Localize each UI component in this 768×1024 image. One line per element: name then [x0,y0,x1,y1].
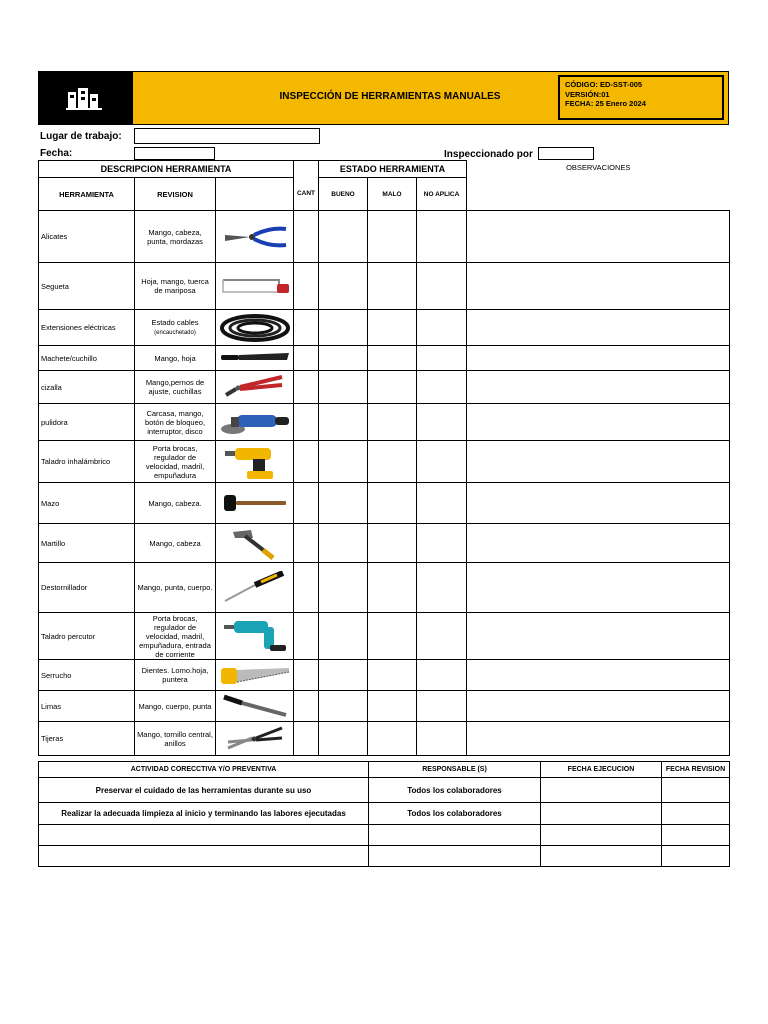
na-cell[interactable] [417,310,467,346]
qty-cell[interactable] [294,263,319,310]
observations-cell[interactable] [467,563,730,613]
observations-cell[interactable] [467,404,730,441]
tool-review: Porta brocas, regulador de velocidad, madril, empuñadura, entrada de corriente [135,613,216,660]
tool-name: cizalla [39,371,135,404]
review-date-cell[interactable] [662,778,730,803]
bad-cell[interactable] [368,371,417,404]
qty-cell[interactable] [294,660,319,691]
document-code-box [558,75,724,120]
observations-cell[interactable] [467,211,730,263]
activity-row [39,803,730,825]
responsible-cell[interactable] [369,846,541,867]
observations-cell[interactable] [467,524,730,563]
tool-name: Destornillador [39,563,135,613]
activity-row [39,778,730,803]
date-field[interactable] [134,147,215,160]
good-cell[interactable] [319,660,368,691]
bad-cell[interactable] [368,691,417,722]
company-logo-icon [66,86,104,112]
good-cell[interactable] [319,346,368,371]
good-cell[interactable] [319,211,368,263]
hammer-icon [216,524,294,563]
responsible-cell[interactable] [369,825,541,846]
review-date-cell[interactable] [662,846,730,867]
date-label: Fecha: [40,148,73,159]
na-cell[interactable] [417,483,467,524]
table-row [39,563,730,613]
machete-icon [216,346,294,371]
tool-name: Alicates [39,211,135,263]
qty-cell[interactable] [294,563,319,613]
table-row [39,524,730,563]
document-date: FECHA: 25 Enero 2024 [565,99,646,108]
table-row [39,346,730,371]
good-cell[interactable] [319,263,368,310]
tool-review: Carcasa, mango, botón de bloqueo, interruptor, disco [135,404,216,441]
na-cell[interactable] [417,660,467,691]
good-cell[interactable] [319,524,368,563]
tool-review: Mango, cabeza, punta, mordazas [135,211,216,263]
activity-cell[interactable]: Realizar la adecuada limpieza al inicio y terminando las labores ejecutadas [39,803,369,825]
col-review-header: REVISION [135,178,216,211]
qty-cell[interactable] [294,483,319,524]
hacksaw-icon [216,263,294,310]
good-cell[interactable] [319,371,368,404]
qty-cell[interactable] [294,691,319,722]
shears-icon [216,722,294,756]
mallet-icon [216,483,294,524]
na-cell[interactable] [417,346,467,371]
qty-cell[interactable] [294,211,319,263]
inspection-table [38,160,730,756]
tool-review: Mango, hoja [135,346,216,371]
tool-name: Taladro percutor [39,613,135,660]
grinder-icon [216,404,294,441]
observations-header: OBSERVACIONES [467,161,730,211]
tool-name: Limas [39,691,135,722]
qty-cell[interactable] [294,404,319,441]
group-description-header: DESCRIPCION HERRAMIENTA [39,161,294,178]
observations-cell[interactable] [467,691,730,722]
inspected-by-field[interactable] [538,147,594,160]
col-exec-date-header: FECHA EJECUCION [541,762,662,778]
tool-name: Mazo [39,483,135,524]
exec-date-cell[interactable] [541,803,662,825]
bad-cell[interactable] [368,404,417,441]
qty-cell[interactable] [294,310,319,346]
document-code: CÓDIGO: ED-SST-005 [565,80,643,89]
observations-cell[interactable] [467,483,730,524]
table-row [39,613,730,660]
good-cell[interactable] [319,563,368,613]
observations-cell[interactable] [467,310,730,346]
inspected-by-label: Inspeccionado por [444,149,533,160]
na-cell[interactable] [417,524,467,563]
table-row [39,310,730,346]
observations-cell[interactable] [467,441,730,483]
good-cell[interactable] [319,691,368,722]
bad-cell[interactable] [368,483,417,524]
tool-review: Mango, cabeza. [135,483,216,524]
activity-cell[interactable]: Preservar el cuidado de las herramientas durante su uso [39,778,369,803]
tool-name: Extensiones eléctricas [39,310,135,346]
file-icon [216,691,294,722]
tool-review: Mango,pernos de ajuste, cuchillas [135,371,216,404]
observations-cell[interactable] [467,263,730,310]
table-row [39,483,730,524]
responsible-cell[interactable]: Todos los colaboradores [369,803,541,825]
qty-cell[interactable] [294,722,319,756]
bad-cell[interactable] [368,660,417,691]
bad-cell[interactable] [368,211,417,263]
tool-review: Mango, cabeza [135,524,216,563]
good-cell[interactable] [319,722,368,756]
tool-review: Hoja, mango, tuerca de mariposa [135,263,216,310]
table-row [39,441,730,483]
bad-cell[interactable] [368,310,417,346]
handsaw-icon [216,660,294,691]
tool-review: Mango, cuerpo, punta [135,691,216,722]
tool-name: Martillo [39,524,135,563]
observations-cell[interactable] [467,371,730,404]
observations-cell[interactable] [467,722,730,756]
col-review-date-header: FECHA REVISION [662,762,730,778]
bolt-cutter-icon [216,371,294,404]
document-version: VERSIÓN:01 [565,89,610,99]
review-date-cell[interactable] [662,825,730,846]
document-title: INSPECCIÓN DE HERRAMIENTAS MANUALES [279,91,501,102]
na-cell[interactable] [417,263,467,310]
col-qty-header: CANT [294,178,319,211]
qty-cell[interactable] [294,524,319,563]
table-row [39,722,730,756]
activities-table [38,761,730,867]
na-cell[interactable] [417,441,467,483]
tool-review: Dientes. Lomo.hoja, puntera [135,660,216,691]
group-state-header: ESTADO HERRAMIENTA [319,161,467,178]
qty-cell[interactable] [294,346,319,371]
tool-name: Tijeras [39,722,135,756]
table-row [39,404,730,441]
good-cell[interactable] [319,441,368,483]
pliers-icon [216,211,294,263]
observations-cell[interactable] [467,346,730,371]
activity-cell[interactable] [39,825,369,846]
bad-cell[interactable] [368,613,417,660]
tool-review: Estado cables (encauchetado) [135,310,216,346]
na-cell[interactable] [417,613,467,660]
screwdriver-icon [216,563,294,613]
na-cell[interactable] [417,211,467,263]
activity-cell[interactable] [39,846,369,867]
review-date-cell[interactable] [662,803,730,825]
tool-review: Mango, punta, cuerpo. [135,563,216,613]
exec-date-cell[interactable] [541,846,662,867]
exec-date-cell[interactable] [541,825,662,846]
cable-icon [216,310,294,346]
table-row [39,660,730,691]
na-cell[interactable] [417,371,467,404]
tool-review: Mango, tornillo central, anillos [135,722,216,756]
good-cell[interactable] [319,483,368,524]
table-row [39,211,730,263]
responsible-cell[interactable]: Todos los colaboradores [369,778,541,803]
cordless-drill-icon [216,441,294,483]
workplace-label: Lugar de trabajo: [40,131,122,142]
qty-cell[interactable] [294,613,319,660]
bad-cell[interactable] [368,263,417,310]
na-cell[interactable] [417,722,467,756]
bad-cell[interactable] [368,524,417,563]
na-cell[interactable] [417,563,467,613]
activity-row [39,846,730,867]
tool-name: Machete/cuchillo [39,346,135,371]
tool-review: Porta brocas, regulador de velocidad, madril, empuñadura [135,441,216,483]
col-activity-header: ACTIVIDAD CORECCTIVA Y/O PREVENTIVA [39,762,369,778]
bad-cell[interactable] [368,441,417,483]
na-cell[interactable] [417,691,467,722]
table-row [39,263,730,310]
col-responsible-header: RESPONSABLE (S) [369,762,541,778]
exec-date-cell[interactable] [541,778,662,803]
bad-cell[interactable] [368,346,417,371]
qty-cell[interactable] [294,371,319,404]
tool-name: Taladro inhalámbrico [39,441,135,483]
na-cell[interactable] [417,404,467,441]
col-good-header: BUENO [319,178,368,211]
good-cell[interactable] [319,310,368,346]
table-row [39,371,730,404]
col-tool-header: HERRAMIENTA [39,178,135,211]
tool-review-note: (encauchetado) [154,329,196,336]
bad-cell[interactable] [368,722,417,756]
good-cell[interactable] [319,404,368,441]
observations-cell[interactable] [467,660,730,691]
good-cell[interactable] [319,613,368,660]
table-row [39,691,730,722]
activity-row [39,825,730,846]
col-na-header: NO APLICA [417,178,467,211]
workplace-field[interactable] [134,128,320,144]
tool-name: Segueta [39,263,135,310]
observations-cell[interactable] [467,613,730,660]
qty-cell[interactable] [294,441,319,483]
hammer-drill-icon [216,613,294,660]
col-image-header [216,178,294,211]
bad-cell[interactable] [368,563,417,613]
col-bad-header: MALO [368,178,417,211]
tool-name: Serrucho [39,660,135,691]
tool-name: pulidora [39,404,135,441]
